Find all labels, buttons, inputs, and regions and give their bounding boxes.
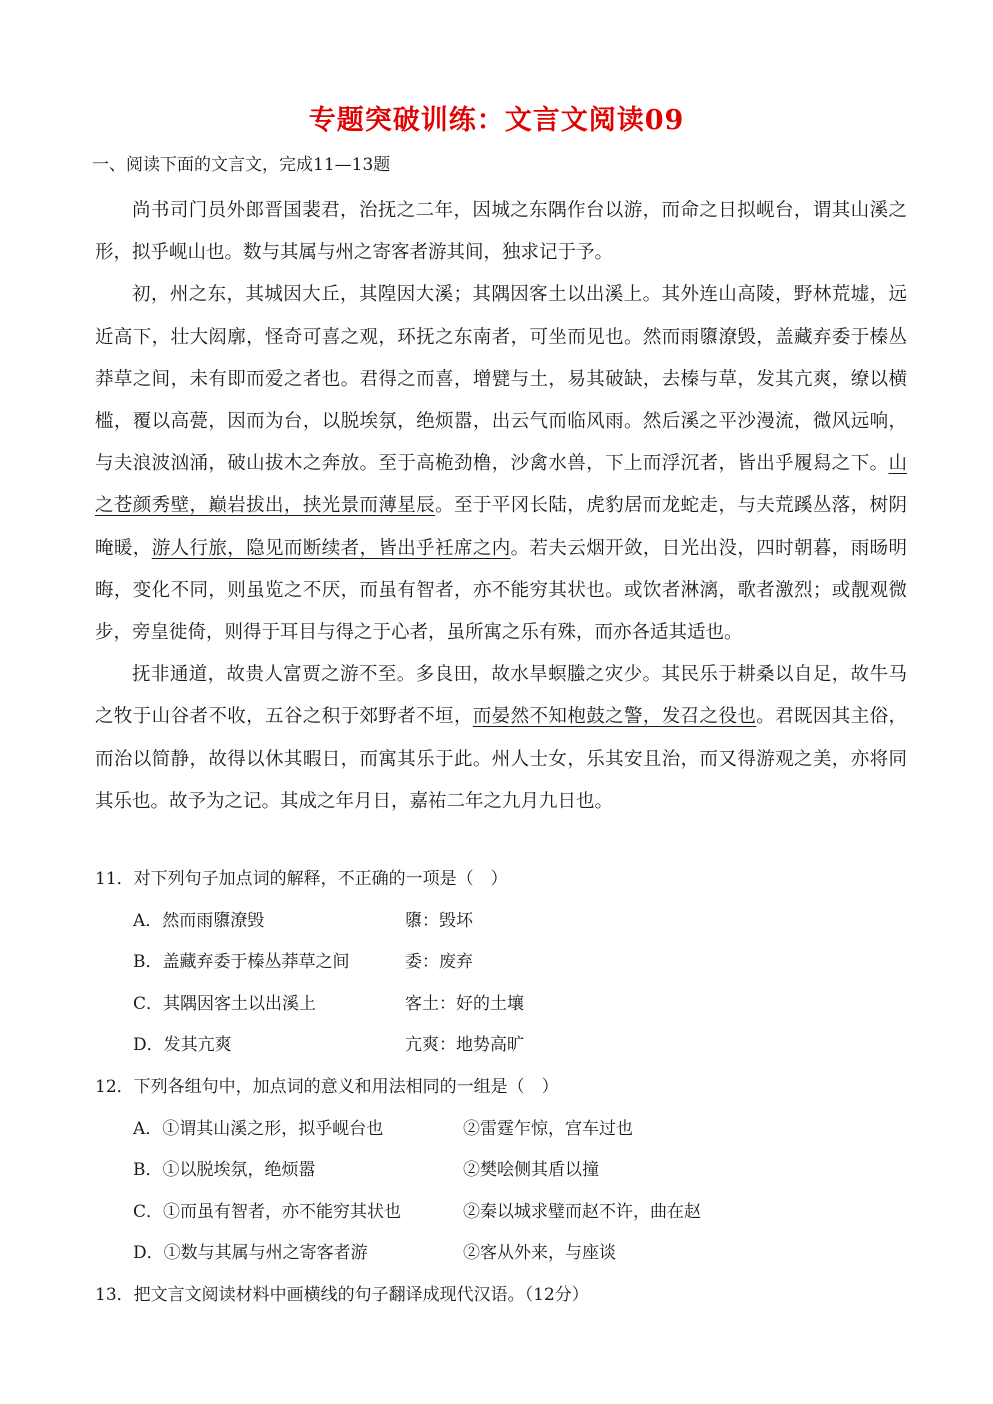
passage-text: 。君既因其主俗，而治以简静，故得以休其暇日，而寓其乐于此。州人士女，乐其安且治，而又得游观之美，亦将同其乐也。故予为之记。其成之年月日，嘉祐二年之九月九日也。 xyxy=(95,706,907,812)
question-13-stem: 13．把文言文阅读材料中画横线的句子翻译成现代汉语。（12分） xyxy=(95,1285,589,1305)
question-12-stem: 12．下列各组句中，加点词的意义和用法相同的一组是（ ） xyxy=(95,1077,559,1097)
q11-option-a-gloss: 隳：毁坏 xyxy=(405,911,473,931)
passage-text: 。至于平冈长陆，虎豹居而龙蛇走，与夫荒蹊丛落，树阴晻暖， xyxy=(95,495,907,559)
underlined-sentence-3: 而晏然不知枹鼓之警，发召之役也 xyxy=(472,706,757,728)
underlined-sentence-2: 游人行旅，隐见而断续者，皆出乎衽席之内 xyxy=(151,537,511,559)
passage-paragraph-3 xyxy=(95,654,907,823)
q12-option-b-first: B．①以脱埃氛，绝烦嚣 xyxy=(133,1160,316,1180)
passage-text: 抚非通道，故贵人富贾之游不至。多良田，故水旱螟螣之灾少。其民乐于耕桑以自足，故牛马之牧于山谷者不收，五谷之积于郊野者不垣， xyxy=(95,664,907,728)
passage-paragraph-1: 尚书司门员外郎晋国裴君，治抚之二年，因城之东隅作台以游，而命之日拟岘台，谓其山溪之形，拟乎岘山也。数与其属与州之寄客者游其间，独求记于予。 xyxy=(95,200,907,264)
q11-option-d: D．发其亢爽 xyxy=(133,1035,232,1055)
q11-option-b-gloss: 委：废弃 xyxy=(405,952,473,972)
q12-option-b-second: ②樊哙侧其盾以撞 xyxy=(463,1160,599,1180)
q12-option-d-second: ②客从外来，与座谈 xyxy=(463,1243,616,1263)
q12-option-a-first: A．①谓其山溪之形，拟乎岘台也 xyxy=(133,1119,384,1139)
page-title: 专题突破训练：文言文阅读09 xyxy=(308,105,685,136)
q11-option-a: A．然而雨隳潦毁 xyxy=(133,911,265,931)
q11-option-c: C．其隅因客土以出溪上 xyxy=(133,994,317,1014)
q12-option-a-second: ②雷霆乍惊，宫车过也 xyxy=(463,1119,633,1139)
passage-text: 初，州之东，其城因大丘，其隍因大溪；其隅因客土以出溪上。其外连山高陵，野林荒墟，远近高下，壮大闳廓，怪奇可喜之观，环抚之东南者，可坐而见也。然而雨隳潦毁，盖藏弃委于榛丛莽草之间，未有即而爱之者也。君得之而喜，增甓与土，易其破缺，去榛与草，发其亢爽，缭以横槛，覆以高甍，因而为台，以脱埃氛，绝烦嚣，出云气而临风雨。然后溪之平沙漫流，微风远响，与夫浪波汹涌，破山拔木之奔放。至于高桅劲橹，沙禽水兽，下上而浮沉者，皆出乎履舄之下。 xyxy=(95,284,907,475)
q11-option-d-gloss: 亢爽：地势高旷 xyxy=(405,1035,524,1055)
classical-passage xyxy=(95,190,907,823)
q11-option-b: B．盖藏弃委于榛丛莽草之间 xyxy=(133,952,350,972)
question-11-stem: 11．对下列句子加点词的解释，不正确的一项是（ ） xyxy=(95,869,508,889)
underlined-sentence-1: 山之苍颜秀壁，巅岩拔出，挟光景而薄星辰 xyxy=(95,453,907,517)
q12-option-c-first: C．①而虽有智者，亦不能穷其状也 xyxy=(133,1202,402,1222)
q11-option-c-gloss: 客土：好的土壤 xyxy=(405,994,524,1014)
passage-paragraph-2 xyxy=(95,274,907,654)
q12-option-d-first: D．①数与其属与州之寄客者游 xyxy=(133,1243,368,1263)
section-heading: 一、阅读下面的文言文，完成11—13题 xyxy=(92,155,391,175)
passage-text: 。若夫云烟开敛，日光出没，四时朝暮，雨旸明晦，变化不同，则虽览之不厌，而虽有智者，亦不能穷其状也。或饮者淋漓，歌者激烈；或靓观微步，旁皇徙倚，则得于耳目与得之于心者，虽所寓之乐有殊，而亦各适其适也。 xyxy=(95,537,907,644)
q12-option-c-second: ②秦以城求璧而赵不许，曲在赵 xyxy=(463,1202,701,1222)
